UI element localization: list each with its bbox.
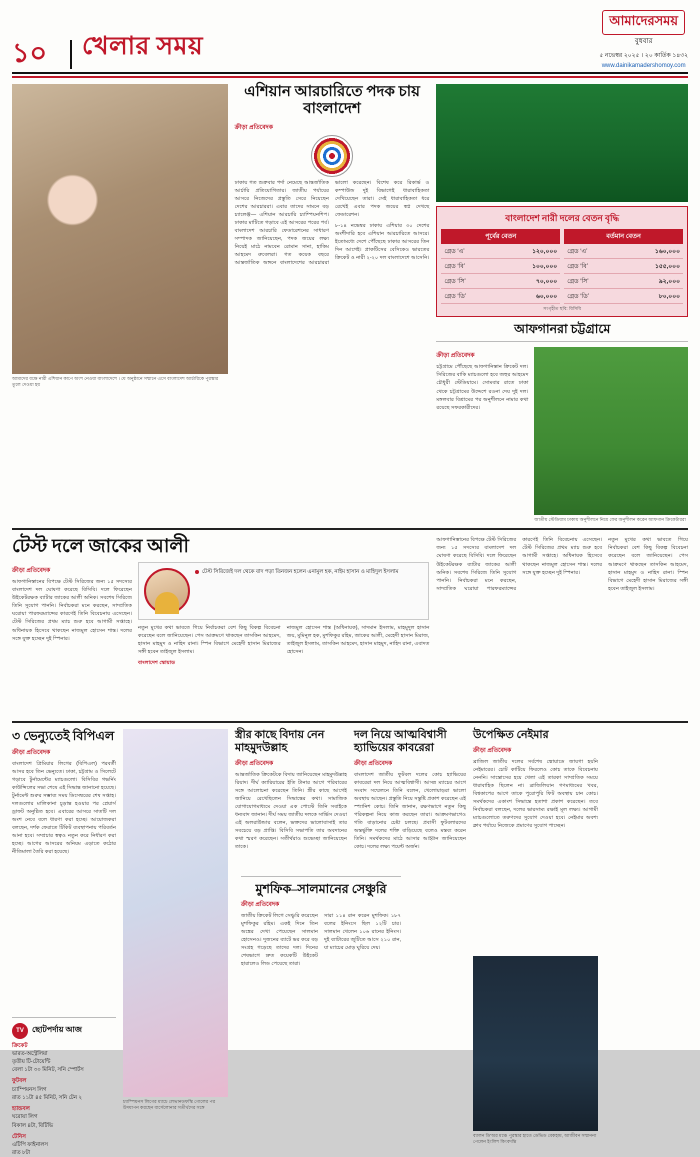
mahmudullah-headline: স্ত্রীর কাছে বিদায় নেন মাহমুদউল্লাহ [235,729,325,754]
date-line: ৫ নভেম্বর ২০২৫ ‍। ২০ কার্তিক ১৪৩২ [599,53,688,59]
salary-table-title: বাংলাদেশ নারী দলের বেতন বৃদ্ধি [505,213,620,223]
afghan-training-photo [534,347,688,515]
lead-story [235,84,430,523]
lead-subcaption: ৮-১৪ নভেম্বর ঢাকায় এশিয়ার ৩০ দেশের অংশীদারি হবে এশিয়ান আরচারিতে আসরে। ইতোমধ্যে দেশে পৌঁছেছে ঢাকার আসরের তিন দিন আগেই। প্রাকটিসের বেসিকেও ভারতের ক্রিকেট ও নারী ২-২০ দল বাংলাদেশে আসেনি। [335,222,430,262]
divider [436,341,688,342]
table-row [441,289,560,304]
jaker-headline: টেস্ট দলে জাকের আলী [12,536,189,558]
afghan-body: চট্টগ্রামে পৌঁছেছে আফগানিস্তান ক্রিকেট দল। সিরিজের বাকি ম্যাচগুলো হবে জহুর আহমেদ চৌধুরী স্টেডিয়ামে। সোমবার রাতে ঢাকা থেকে চট্টগ্রামের উদ্দেশে রওনা দেয় দুই দল। মঙ্গলবার বিশ্রামের পর অনুশীলনে নামার কথা রয়েছে সফরকারীদের। [436,364,529,411]
grade-amount: ৭০,০০০ [536,278,558,285]
jaker-bullet-text: টেস্ট সিরিজেই দল থেকে বাদ পড়া তিনজন হলেন এনামুল হক, নাইম হাসান ও মাহিদুল ইসলাম [202,569,399,576]
cricket-team-photo [436,84,688,202]
jaker-body-2 [138,624,429,667]
jaker-bullet [195,568,398,576]
schedule-line: ভারত-অস্ট্রেলিয়া [12,1051,48,1058]
grade-label: গ্রেড ‘ডি’ [444,293,467,300]
schedule-line: ঘরোয়া লিগ [12,1114,38,1121]
jaker-body-1: আফগানিস্তানের বিপক্ষে টেস্ট সিরিজের জন্য ১৫ সদস্যের বাংলাদেশ দল ঘোষণা করেছে বিসিবি। দলে ফিরেছেন উইকেটরক্ষক ব্যাটার জাকের আলী অনিক। সবশেষ সিরিজে তিনি সুযোগ পাননি। নির্বাচকরা মনে করছেন, সাম্প্রতিক ঘরোয়া পারফরম্যান্সের কারণেই তিনি বিবেচনায় এসেছেন। টেস্ট সিরিজের প্রথম ম্যাচ শুরু হবে আগামী সপ্তাহে। অধিনায়ক হিসেবে থাকছেন নাজমুল হোসেন শান্ত। দলের সঙ্গে যুক্ত হচ্ছেন দুই স্পিনার। [12,579,132,642]
salary-head-current: বর্তমান বেতন [564,229,683,244]
mushfiq-body [241,912,401,1032]
lewandowski-column [123,729,228,1157]
lewandowski-caption: চ্যাম্পিয়নস লিগের ম্যাচে লেভানডফস্কি গোলের পর উদযাপন করছেন বার্সেলোনার সতীর্থদের সঙ্গে [123,1099,216,1111]
masthead [12,10,688,74]
lewandowski-photo [123,729,228,1097]
table-row [441,259,560,274]
schedule-sport: টেনিস [12,1133,26,1140]
salary-table-footer: সংগৃহীত ছবি: বিসিবি [543,306,582,311]
table-row [564,274,683,289]
grade-label: গ্রেড ‘এ’ [444,248,465,255]
schedule-line: চ্যাম্পিয়নস লিগ [12,1086,47,1093]
grade-amount: ১৫৫,০০০ [654,263,680,270]
mushfiq-block [241,871,401,1032]
grade-label: গ্রেড ‘সি’ [567,278,589,285]
lead-photo-caption: আমাদের বক্ষে নারী এশিয়ান কাপে অংশ নেওয়া বাংলাদেশে ‍। যে অনুষ্ঠানে সম্মানে এসে বাংলাদেশ আর্চারিকে পুরস্কার তুলে দেওয়া হয় [12,376,219,387]
table-row [564,244,683,259]
jaker-body-2-text: নতুন মুখের কথা ভাবতে গিয়ে নির্বাচকরা বেশ কিছু বিকল্প বিবেচনা করেছেন বলে জানিয়েছেন। পেস আক্রমণে থাকছেন তাসকিন আহমেদ, হাসান মাহমুদ ও নাহিদ রানা। স্পিন বিভাগে মেহেদী হাসান মিরাজের সঙ্গী হবেন তাইজুল ইসলাম। [138,625,281,656]
tv-icon: TV [12,1023,28,1039]
lead-body [235,179,430,268]
salary-previous [441,229,560,304]
table-row [441,244,560,259]
masthead-rule [12,76,688,78]
mahmudullah-body: আন্তর্জাতিক ক্রিকেটকে বিদায় জানিয়েছেন মাহমুদউল্লাহ রিয়াদ। দীর্ঘ ক্যারিয়ারের ইতি টানার আগে পরিবারের সঙ্গে আলোচনা করেছেন তিনি। স্ত্রীর কাছে আগেই জানিয়ে রেখেছিলেন সিদ্ধান্তের কথা। সামাজিক যোগাযোগমাধ্যমে দেওয়া এক পোস্টে তিনি সবাইকে ধন্যবাদ জানান। দীর্ঘ সময় জাতীয় দলকে সার্ভিস দেওয়া এই অলরাউন্ডার বলেন, ভক্তদের ভালোবাসাই তার সবচেয়ে বড় প্রাপ্তি। বিসিবি সভাপতি তার অবদানের কথা স্মরণ করেছেন। সতীর্থরাও শুভেচ্ছা জানিয়েছেন তাকে। [235,771,347,851]
grade-amount: ৯২,০০০ [658,278,680,285]
beckham-caption: ব্যালন ডি'অর মঞ্চে পুরস্কার হাতে ডেভিড বেকহাম, আজীবন সম্মাননা পেলেন ইংলিশ কিংবদন্তি [473,1132,597,1144]
lead-photo-column [12,84,228,523]
bipl-byline: ক্রীড়া প্রতিবেদক [12,749,51,756]
section-divider-2 [12,721,688,723]
schedule-line: বেলা ১টা ৩০ মিনিট, সনি স্পোর্টস [12,1067,84,1074]
neymar-column [473,729,598,1157]
player-avatar [144,568,190,614]
jaker-byline: ক্রীড়া প্রতিবেদক [12,568,51,575]
lead-body-text: ঢাকায় গত শুক্রবার পর্দা নেমেছে আন্তর্জাতিক আর্চারি প্রতিযোগিতার। জাতীয় পর্যায়ের আসরে নিজেদের প্রস্তুতি সেরে নিয়েছেন দেশের আরচাররা। এবার তাদের সামনে বড় চ্যালেঞ্জ— এশিয়ান আরচারি চ্যাম্পিয়নশিপ। ঢাকার মাটিতে গড়াবে এই আসরের পরের পর্ব। বাংলাদেশ আরচারি ফেডারেশনের সাধারণ সম্পাদক জানিয়েছেন, পদক জয়ের লক্ষ্য নিয়েই মাঠে নামবেন রোমান সানা, হাকিম আহমেদ রুবেলরা। গত কয়েক বছরে আন্তর্জাতিক অঙ্গনে বাংলাদেশের আরচাররা ভালো করেছেন। বিশেষ করে রিকার্ভ ও কম্পাউন্ড দুই বিভাগেই ধারাবাহিকতা দেখিয়েছেন তারা। সেই ধারাবাহিকতা ধরে রেখেই এবার পদক জয়ের স্বপ্ন দেখছে ফেডারেশন। [234,179,430,267]
tv-schedule-list [12,1042,116,1157]
neymar-headline: উপেক্ষিত নেইমার [473,729,549,742]
grade-label: গ্রেড ‘ডি’ [567,293,589,300]
grade-label: গ্রেড ‘বি’ [567,263,588,270]
xavi-byline: ক্রীড়া প্রতিবেদক [354,760,393,767]
mushfiq-headline: মুশফিক–সালমানের সেঞ্চুরি [255,881,387,896]
beckham-photo [473,956,598,1131]
afghan-byline: ক্রীড়া প্রতিবেদক [436,353,475,360]
salary-table [436,206,688,317]
jaker-callout [138,562,429,620]
mahmudullah-byline: ক্রীড়া প্রতিবেদক [235,760,274,767]
squad-title: বাংলাদেশ স্কোয়াড [138,660,176,667]
bullet-dot-icon [195,570,199,574]
grade-amount: ১৬০,০০০ [654,248,680,255]
lead-photo [12,84,228,374]
section-title: খেলার সময় [82,33,204,60]
grade-label: গ্রেড ‘এ’ [567,248,588,255]
grade-amount: ১০০,০০০ [532,263,558,270]
grade-amount: ৬০,০০০ [536,293,558,300]
mushfiq-body-left: জাতীয় ক্রিকেট লিগে সেঞ্চুরি করেছেন মুশফিকুর রহিম। একই দিনে তিন অঙ্কের দেখা পেয়েছেন সালমান হোসেনও। দুজনের ব্যাটে ভর করে বড় সংগ্রহ গড়েছে তাদের দল। দিনের শেষভাগে দ্রুত কয়েকটি উইকেট হারালেও লিড পেয়েছে তারা। [241,913,318,968]
website-url[interactable]: www.dainikamadershomoy.com [601,63,686,69]
salary-current [564,229,683,304]
masthead-right [599,10,688,69]
grade-amount: ৮০,০০০ [658,293,680,300]
publication-logo: আমাদেরসময় [602,10,685,35]
xavi-body: বাংলাদেশ জাতীয় ফুটবল দলের কোচ হ্যাভিয়ের কাবরেরা দল নিয়ে আত্মবিশ্বাসী। আসন্ন ম্যাচের আগে সংবাদ সম্মেলনে তিনি বলেন, খেলোয়াড়রা ভালো অবস্থায় আছেন। প্রস্তুতি নিয়ে সন্তুষ্টি প্রকাশ করেছেন এই স্প্যানিশ কোচ। তিনি জানান, রক্ষণভাগে নতুন কিছু পরিকল্পনা নিয়ে কাজ করছেন তারা। আক্রমণভাগেও গতি বাড়ানোর চেষ্টা চলছে। প্রবাসী ফুটবলারদের অন্তর্ভুক্তি দলের শক্তি বাড়িয়েছে বলেও মন্তব্য করেন তিনি। সমর্থকদের মাঠে আসার আহ্বান জানিয়েছেন কোচ। দলের লক্ষ্য পয়েন্ট অর্জন। [354,771,466,851]
day-label: বুধবার [634,38,653,45]
top-section [12,84,688,523]
section-divider-1 [12,528,688,530]
schedule-sport: হ্যান্ডবল [12,1106,30,1113]
jaker-section [12,536,688,716]
squad-list: নাজমুল হোসেন শান্ত (অধিনায়ক), সাদমান ইসলাম, মাহমুদুল হাসান জয়, মুমিনুল হক, মুশফিকুর রহিম, জাকের আলী, মেহেদী হাসান মিরাজ, তাইজুল ইসলাম, তাসকিন আহমেদ, হাসান মাহমুদ, নাহিদ রানা, এবাদত হোসেন। [286,625,430,656]
grade-label: গ্রেড ‘সি’ [444,278,466,285]
mushfiq-body-right: সারা ১১৪ রান করেন মুশফিক। ১৮৭ বলের ইনিংসে ছিল ১২টি চার। সালমান খেলেন ১০৬ রানের ইনিংস। দুই ব্যাটারের জুটিতে আসে ২১০ রান, যা ম্যাচের মোড় ঘুরিয়ে দেয়। [324,913,401,952]
bipl-headline: ৩ ভেন্যুতেই বিপিএল [12,729,115,744]
table-row [564,259,683,274]
schedule-sport: ক্রিকেট [12,1042,28,1049]
tv-schedule-header [12,1023,116,1039]
jaker-side-text-1: আফগানিস্তানের বিপক্ষে টেস্ট সিরিজের জন্য ১৫ সদস্যের বাংলাদেশ দল ঘোষণা করেছে বিসিবি। দলে ফিরেছেন উইকেটরক্ষক ব্যাটার জাকের আলী অনিক। সবশেষ সিরিজে তিনি সুযোগ পাননি। নির্বাচকরা মনে করছেন, সাম্প্রতিক ঘরোয়া পারফরম্যান্সের কারণেই তিনি বিবেচনায় এসেছেন। টেস্ট সিরিজের প্রথম ম্যাচ শুরু হবে আগামী সপ্তাহে। অধিনায়ক হিসেবে থাকছেন নাজমুল হোসেন শান্ত। দলের সঙ্গে যুক্ত হচ্ছেন দুই স্পিনার। [436,537,603,592]
divider [241,876,401,877]
salary-head-previous: পূর্বের বেতন [441,229,560,244]
bipl-body: বাংলাদেশ প্রিমিয়ার লিগের (বিপিএল) পরবর্তী আসর হবে তিন ভেন্যুতে। ঢাকা, চট্টগ্রাম ও সিলেটে গড়াবে টুর্নামেন্টের ম্যাচগুলো। বিসিবির গভর্নিং কাউন্সিলের সভা শেষে এই সিদ্ধান্ত জানানো হয়েছে। টুর্নামেন্ট শুরুর সম্ভাব্য সময় ডিসেম্বরের শেষ সপ্তাহ। দলগুলোর মালিকানা চূড়ান্ত হওয়ার পর প্লেয়ার্স ড্রাফট অনুষ্ঠিত হবে। এবারের আসরে সাতটি দল অংশ নেবে বলে ধারণা করা হচ্ছে। আয়োজকরা বলছেন, দর্শক ফেরাতে টিকিট ব্যবস্থাপনায় পরিবর্তন আনা হবে। সম্প্রচার স্বত্বও নতুন করে নির্ধারণ করা হচ্ছে। আগের আসরের অনিয়ম এড়াতে কঠোর নীতিমালা তৈরি করা হয়েছে। [12,760,116,856]
jaker-side [436,536,688,716]
lead-byline: ক্রীড়া প্রতিবেদক [234,124,273,131]
tv-schedule-title: ছোটপর্দায় আজ [32,1025,82,1035]
right-column-top [436,84,688,523]
lead-headline: এশিয়ান আরচারিতে পদক চায় বাংলাদেশ [244,84,420,118]
neymar-body: ব্রাজিল জাতীয় দলের সর্বশেষ স্কোয়াডে জায়গা হয়নি নেইমারের। চোট কাটিয়ে ফিরলেও কোচ তাকে বিবেচনায় নেননি। সান্তোসের হয়ে খেলা এই তারকা সাম্প্রতিক সময়ে ধারাবাহিক ছিলেন না। ব্রাজিলিয়ান গণমাধ্যমের খবর, বিশ্বকাপের আগে তাকে পুরোপুরি ফিট অবস্থায় চান কোচ। সমর্থকদের একাংশ সিদ্ধান্তে হতাশা প্রকাশ করেছেন। তবে নির্বাচকরা বলছেন, দলের ভারসাম্য রক্ষাই মূল লক্ষ্য। আগামী ম্যাচগুলোতে তরুণদের সুযোগ দেওয়া হবে। নেইমার অবশ্য ক্লাব পর্যায়ে নিজেকে প্রমাণের সুযোগ পাচ্ছেন। [473,758,598,830]
afghan-headline: আফগানরা চট্টগ্রামে [514,321,611,336]
table-row [441,274,560,289]
divider [12,1017,116,1018]
page-number: ১০ [12,40,72,69]
schedule-line: বিকাল ৪টা, বিটিভি [12,1122,53,1129]
jaker-story [12,536,429,716]
schedule-line: তৃতীয় টি-টোয়েন্টি [12,1059,51,1066]
schedule-line: এটিপি ফাইনালস [12,1142,48,1149]
table-row [564,289,683,304]
schedule-line: রাত ১১টা ৪৫ মিনিট, সনি টেন ২ [12,1094,82,1101]
neymar-byline: ক্রীড়া প্রতিবেদক [473,747,512,754]
mushfiq-byline: ক্রীড়া প্রতিবেদক [241,902,280,908]
jaker-side-body [436,536,688,716]
xavi-headline: দল নিয়ে আত্মবিশ্বাসী হ্যাভিয়ের কাবরেরা [354,729,447,754]
afghan-photo-caption: জাতীয় স্টেডিয়াম ঢাকায় অনুশীলনে নিয়ে ফের অনুশীলন করেন আফগান ক্রিকেটাররা [534,517,686,523]
jaker-side-text-2: নতুন মুখের কথা ভাবতে গিয়ে নির্বাচকরা বেশ কিছু বিকল্প বিবেচনা করেছেন বলে জানিয়েছেন। পেস আক্রমণে থাকছেন তাসকিন আহমেদ, হাসান মাহমুদ ও নাহিদ রানা। স্পিন বিভাগে মেহেদী হাসান মিরাজের সঙ্গী হবেন তাইজুল ইসলাম। [608,537,688,592]
grade-amount: ১২০,০০০ [532,248,558,255]
schedule-line: রাত ৮টা [12,1150,31,1157]
bipl-column [12,729,116,1157]
grade-label: গ্রেড ‘বি’ [444,263,466,270]
schedule-sport: ফুটবল [12,1078,27,1085]
archery-target-icon [311,135,353,177]
